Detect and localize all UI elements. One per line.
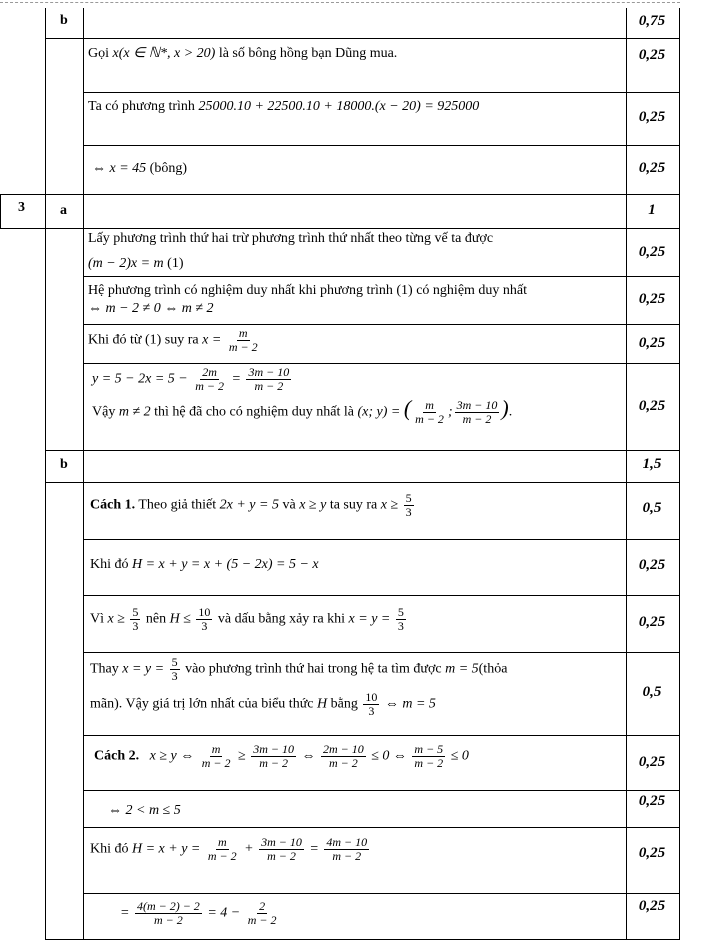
grid-line	[83, 893, 679, 894]
grid-line	[45, 8, 46, 940]
score: 0,25	[638, 398, 666, 414]
grid-line	[83, 145, 679, 146]
answer-step: Khi đó H = x + y = $\frac{m}{m - 2}$ + $\frac{3m - 10}{m - 2}$ = $\frac{4m - 10}{m - 2}$	[90, 835, 368, 863]
grid-line	[0, 228, 679, 229]
answer-step: ⇔ x = 45 (bông)	[92, 161, 187, 176]
question-number: 3	[18, 200, 25, 215]
score: 1	[648, 202, 656, 218]
score: 1,5	[642, 456, 662, 472]
score: 0,25	[638, 47, 666, 63]
answer-step: Thay x = y = $\frac{5}{3}$ vào phương trình thứ hai trong hệ ta tìm được m = 5(thỏa mãn). Vậy giá trị lớn nhất của biểu thức H bằng $\frac{10}{3}$ ⇔ m = 5	[90, 655, 508, 718]
score: 0,25	[638, 335, 666, 351]
score: 0,25	[638, 557, 666, 573]
answer-step: = $\frac{4(m - 2) - 2}{m - 2}$ = 4 − $\frac{2}{m - 2}$	[120, 899, 277, 927]
score: 0,75	[638, 13, 666, 29]
grid-line	[83, 324, 679, 325]
top-dashed-border	[0, 2, 680, 3]
score: 0,25	[638, 291, 666, 307]
score: 0,25	[638, 160, 666, 176]
score: 0,25	[638, 244, 666, 260]
score: 0,25	[638, 845, 666, 861]
answer-step: Lấy phương trình thứ hai trừ phương trình thứ nhất theo từng vế ta được (m − 2)x = m (1)	[88, 231, 494, 271]
grid-line	[83, 539, 679, 540]
grid-line	[83, 790, 679, 791]
grid-line	[83, 363, 679, 364]
grid-line	[83, 92, 679, 93]
grid-line	[45, 450, 679, 451]
answer-step: Gọi x(x ∈ ℕ*, x > 20) là số bông hồng bạn Dũng mua.	[88, 46, 398, 61]
grid-line	[45, 38, 679, 39]
score: 0,25	[638, 898, 666, 914]
score: 0,25	[638, 109, 666, 125]
grid-line	[45, 939, 679, 940]
answer-step: y = 5 − 2x = 5 − $\frac{2m}{m - 2}$ = $\frac{3m - 10}{m - 2}$ Vậy m ≠ 2 thì hệ đã cho có nghiệm duy nhất là (x; y) = ( $\frac{m}{m - 2}$ ; $\frac{3m - 10}{m - 2}$ ).	[92, 365, 513, 426]
answer-step: Hệ phương trình có nghiệm duy nhất khi phương trình (1) có nghiệm duy nhất ⇔ m − 2 ≠ 0 ⇔ m ≠ 2	[88, 283, 528, 316]
score: 0,25	[638, 614, 666, 630]
score: 0,25	[638, 754, 666, 770]
grid-line	[83, 827, 679, 828]
part-label: a	[60, 203, 67, 218]
part-label: b	[60, 13, 68, 28]
answer-step: Cách 2. x ≥ y ⇔ $\frac{m}{m - 2}$ ≥ $\frac{3m - 10}{m - 2}$ ⇔ $\frac{2m - 10}{m - 2}$ ≤ 0 ⇔ $\frac{m - 5}{m - 2}$ ≤ 0	[94, 742, 469, 770]
grid-line	[83, 735, 679, 736]
grid-line	[83, 595, 679, 596]
answer-step: Cách 1. Theo giả thiết 2x + y = 5 và x ≥ y ta suy ra x ≥ $\frac{5}{3}$	[90, 491, 412, 519]
grid-line	[83, 8, 84, 940]
grid-line	[45, 482, 679, 483]
grid-line	[0, 194, 1, 228]
answer-step: Khi đó H = x + y = x + (5 − 2x) = 5 − x	[90, 557, 319, 572]
answer-step: Vì x ≥ $\frac{5}{3}$ nên H ≤ $\frac{10}{3}$ và dấu bằng xảy ra khi x = y = $\frac{5}{3}$	[90, 605, 404, 633]
answer-step: Khi đó từ (1) suy ra x = $\frac{m}{m - 2}$	[88, 326, 258, 354]
grid-line	[0, 194, 679, 195]
part-label: b	[60, 457, 68, 472]
score: 0,5	[642, 684, 662, 700]
score: 0,25	[638, 793, 666, 809]
answer-step: Ta có phương trình 25000.10 + 22500.10 + 18000.(x − 20) = 925000	[88, 99, 480, 114]
score: 0,5	[642, 500, 662, 516]
grid-line	[83, 652, 679, 653]
grid-line	[83, 276, 679, 277]
grid-line	[679, 8, 680, 940]
answer-step: ⇔ 2 < m ≤ 5	[108, 803, 181, 818]
